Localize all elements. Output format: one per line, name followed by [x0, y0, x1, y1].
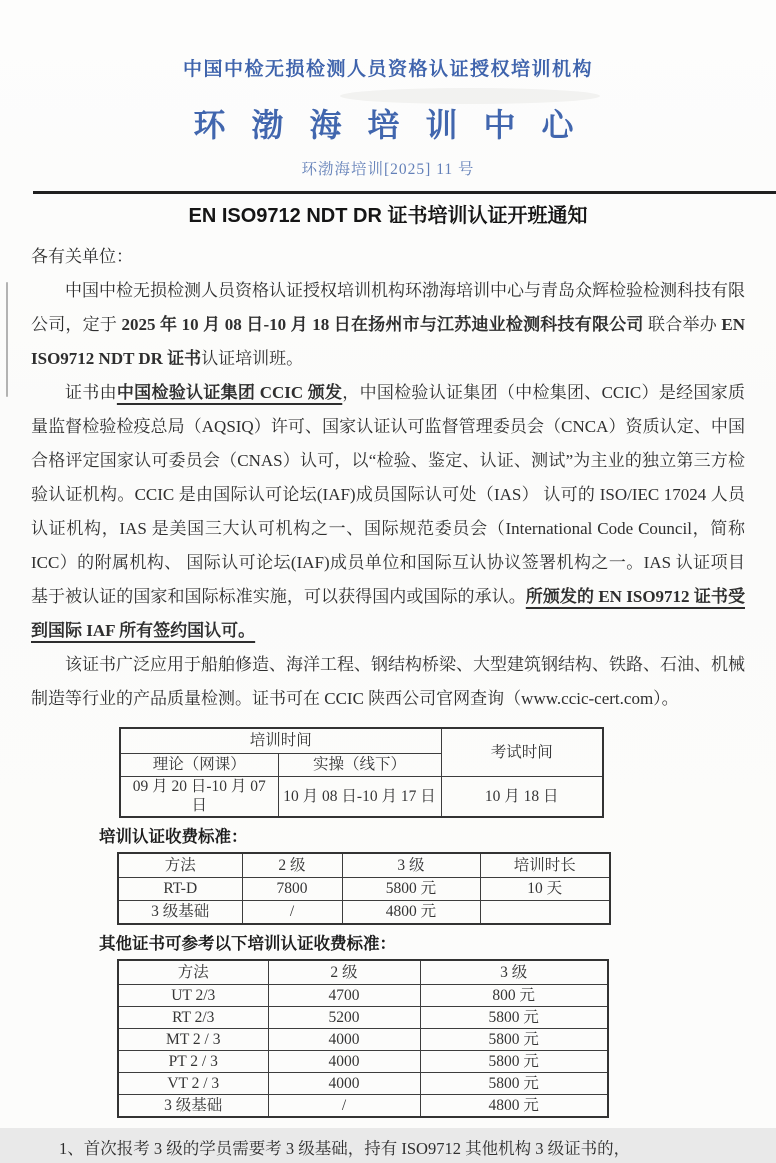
table-cell: RT 2/3: [118, 1006, 268, 1028]
note-item-1: 1、首次报考 3 级的学员需要考 3 级基础，持有 ISO9712 其他机构 3 级证书的，: [59, 1138, 631, 1158]
fee-table: [117, 852, 611, 925]
table-row: [118, 960, 608, 985]
table-cell: 5800 元: [420, 1028, 608, 1050]
table-cell: 5800 元: [342, 877, 480, 900]
other-fee-standard-label: 其他证书可参考以下培训认证收费标准：: [99, 934, 396, 953]
table-row: [120, 728, 603, 754]
other-fee-table: [117, 959, 609, 1118]
paragraph-application: [31, 648, 745, 716]
table-cell: 5800 元: [420, 1006, 608, 1028]
table-cell: [480, 900, 610, 924]
table-cell: UT 2/3: [118, 984, 268, 1006]
table-cell: 5200: [268, 1006, 420, 1028]
table-cell: 4700: [268, 984, 420, 1006]
text-run: 认证培训班。: [201, 349, 304, 368]
text-run: 证书由: [65, 383, 117, 402]
organization-line: 中国中检无损检测人员资格认证授权培训机构: [182, 59, 593, 80]
table-cell: MT 2 / 3: [118, 1028, 268, 1050]
table-cell: /: [242, 900, 342, 924]
table-cell: 2 级: [242, 853, 342, 878]
table-cell: 培训时长: [480, 853, 610, 878]
text-run-bold-underline: 所颁发的 EN ISO9712 证书受到国际 IAF 所有签约国认可。: [31, 587, 745, 640]
document-body: [0, 240, 776, 716]
table-cell: 4000: [268, 1050, 420, 1072]
table-cell: 2 级: [268, 960, 420, 985]
text-run: 该证书广泛应用于船舶修造、海洋工程、钢结构桥梁、大型建筑钢结构、铁路、石油、机械制造等行业的产品质量检测。证书可在 CCIC 陕西公司官网查询（www.ccic-cert.com）。: [31, 655, 745, 708]
paragraph-intro: [31, 274, 745, 376]
text-run: ，中国检验认证集团（中检集团、CCIC）是经国家质量监督检验检疫总局（AQSIQ）许可、国家认证认可监督管理委员会（CNCA）资质认定、中国合格评定国家认可委员会（CNAS）认可，以“检验、鉴定、认证、测试”为主业的独立第三方检验认证机构。CCIC 是由国际认可论坛(IAF)成员国际认可处（IAS） 认可的 ISO/IEC 17024 人员认证机构，IAS 是美国三大认可机构之一、国际规范委员会（International Code Council，简称 ICC）的附属机构、 国际认可论坛(IAF)成员单位和国际互认协议签署机构之一。IAS 认证项目基于被认证的国家和国际标准实施，可以获得国内或国际的承认。: [31, 383, 746, 606]
notes-section: [0, 1135, 776, 1163]
table-row: [118, 1028, 608, 1050]
table-cell: 方法: [118, 960, 268, 985]
table-row: [118, 900, 610, 924]
table-cell: 4800 元: [342, 900, 480, 924]
table-row: [118, 853, 610, 878]
table-cell: /: [268, 1094, 420, 1117]
table-cell: 方法: [118, 853, 242, 878]
text-run-bold-underline: 中国检验认证集团 CCIC 颁发: [116, 383, 343, 402]
table-row: [118, 984, 608, 1006]
document-title: EN ISO9712 NDT DR 证书培训认证开班通知: [188, 205, 588, 227]
table-cell: 4000: [268, 1072, 420, 1094]
table-cell: 7800: [242, 877, 342, 900]
table-cell: 理论（网课）: [120, 754, 278, 777]
table-cell: 4800 元: [420, 1094, 608, 1117]
fee-standard-label: 培训认证收费标准：: [99, 827, 248, 846]
table-cell: 5800 元: [420, 1072, 608, 1094]
table-cell: 考试时间: [441, 728, 603, 777]
table-cell: 10 天: [480, 877, 610, 900]
table-cell: 培训时间: [120, 728, 441, 754]
text-run: 中国中检无损检测人员资格认证授权培训机构环渤海培训中心与青岛众辉检验检测科技有限公司，定于: [31, 281, 745, 334]
scan-shade-artifact: [340, 88, 600, 104]
table-cell: VT 2 / 3: [118, 1072, 268, 1094]
paragraph-ccic: [31, 376, 745, 648]
training-center-title: 环 渤 海 培 训 中 心: [193, 107, 583, 143]
table-row: [118, 1006, 608, 1028]
scan-edge-artifact: [6, 282, 8, 397]
table-cell: 800 元: [420, 984, 608, 1006]
table-cell: 实操（线下）: [278, 754, 441, 777]
schedule-table: [119, 727, 604, 818]
table-cell: 3 级: [420, 960, 608, 985]
salutation: 各有关单位：: [31, 247, 133, 266]
table-cell: 10 月 18 日: [441, 777, 603, 817]
text-run: 联合举办: [643, 315, 722, 334]
table-cell: 09 月 20 日-10 月 07 日: [120, 777, 278, 817]
table-cell: 3 级基础: [118, 1094, 268, 1117]
text-run-bold: EN ISO9712 NDT DR 证书: [31, 315, 745, 368]
table-row: [118, 1050, 608, 1072]
text-run-bold: 2025 年 10 月 08 日-10 月 18 日在扬州市与江苏迪业检测科技有限公司: [121, 315, 644, 334]
table-cell: 10 月 08 日-10 月 17 日: [278, 777, 441, 817]
table-cell: 5800 元: [420, 1050, 608, 1072]
table-row: [118, 1094, 608, 1117]
table-cell: 3 级: [342, 853, 480, 878]
table-row: [120, 777, 603, 817]
document-number: 环渤海培训[2025] 11 号: [301, 161, 475, 178]
table-cell: 3 级基础: [118, 900, 242, 924]
table-row: [118, 1072, 608, 1094]
table-cell: RT-D: [118, 877, 242, 900]
table-cell: PT 2 / 3: [118, 1050, 268, 1072]
table-cell: 4000: [268, 1028, 420, 1050]
table-row: [118, 877, 610, 900]
header-divider: [33, 191, 776, 194]
